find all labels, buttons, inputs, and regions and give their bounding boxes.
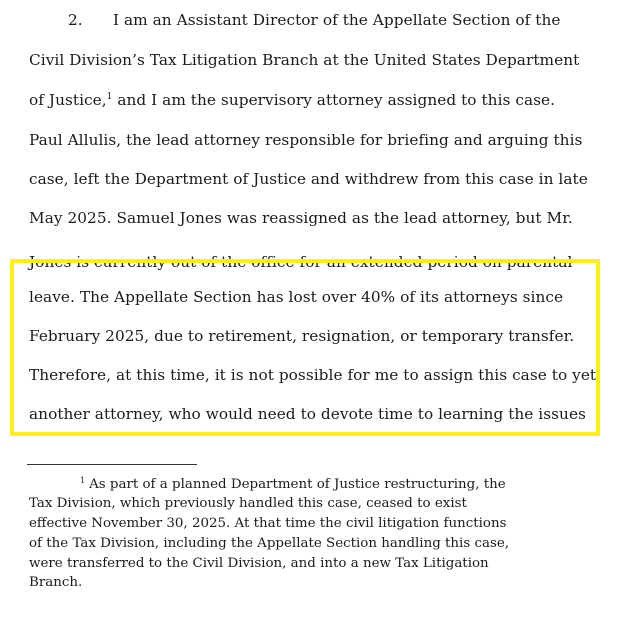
footnote-line-3: effective November 30, 2025. At that time the civil litigation functions [29, 516, 507, 531]
footnote-divider [27, 464, 197, 465]
footnote-reference[interactable]: 1 [106, 91, 113, 102]
body-line-8: leave. The Appellate Section has lost over 40% of its attorneys since [29, 288, 564, 306]
body-line-6: May 2025. Samuel Jones was reassigned as the lead attorney, but Mr. [29, 209, 573, 227]
body-line-3-end: and I am the supervisory attorney assigned to this case. [117, 91, 556, 109]
footnote-line-1-text: As part of a planned Department of Justice restructuring, the [89, 477, 506, 492]
paragraph-number: 2. [68, 11, 83, 29]
body-line-1: I am an Assistant Director of the Appellate Section of the [113, 11, 561, 29]
footnote-line-2: Tax Division, which previously handled this case, ceased to exist [29, 496, 467, 511]
body-line-3-start: of Justice, [29, 91, 107, 109]
body-line-3 [29, 90, 555, 110]
body-line-10: Therefore, at this time, it is not possible for me to assign this case to yet [29, 366, 597, 384]
footnote-line-1 [80, 476, 506, 493]
body-line-5: case, left the Department of Justice and withdrew from this case in late [29, 170, 588, 188]
footnote-marker: 1 [80, 475, 86, 485]
body-line-4: Paul Allulis, the lead attorney responsible for briefing and arguing this [29, 131, 583, 149]
body-line-7-text: Jones is currently out of the office for an extended period on parental [29, 253, 573, 271]
body-line-11: another attorney, who would need to devote time to learning the issues [29, 405, 586, 423]
footnote-line-4: of the Tax Division, including the Appellate Section handling this case, [29, 536, 509, 551]
footnote-line-6: Branch. [29, 575, 83, 590]
highlight-box [10, 259, 600, 436]
body-line-9: February 2025, due to retirement, resignation, or temporary transfer. [29, 327, 575, 345]
body-line-2: Civil Division’s Tax Litigation Branch at the United States Department [29, 51, 580, 69]
footnote-line-5: were transferred to the Civil Division, and into a new Tax Litigation [29, 556, 489, 571]
